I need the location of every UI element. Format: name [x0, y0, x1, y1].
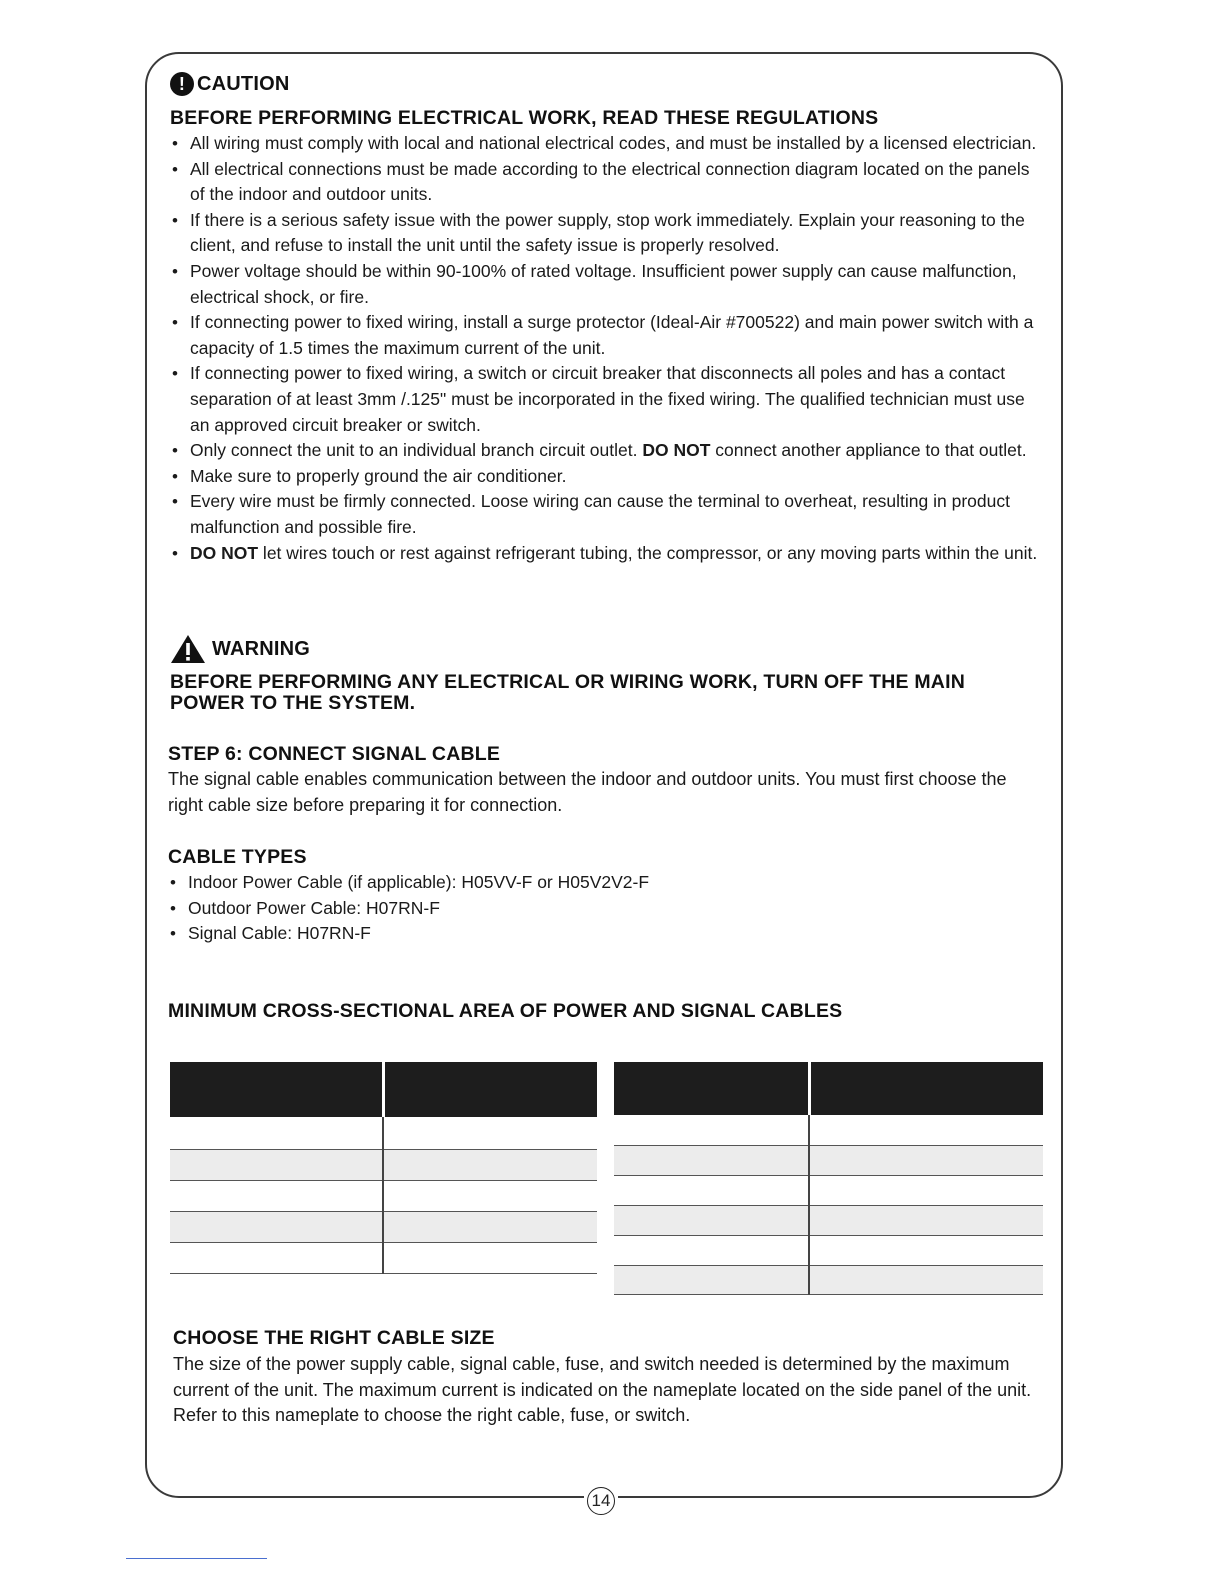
- caution-list-item-text: DO NOT let wires touch or rest against refrigerant tubing, the compressor, or any moving parts within the unit.: [190, 542, 1038, 563]
- step6-text: The signal cable enables communication between the indoor and outdoor units. You must first choose the right cable size before preparing it for connection.: [168, 769, 1007, 815]
- left-table-header-cell: [383, 1062, 597, 1117]
- warning-triangle-icon: [170, 634, 206, 664]
- cable-types-list: [168, 870, 868, 947]
- choose-heading: CHOOSE THE RIGHT CABLE SIZE: [173, 1327, 495, 1349]
- cable-types-heading: CABLE TYPES: [168, 846, 307, 868]
- left-table-row: [170, 1242, 597, 1273]
- page-number-badge: [584, 1484, 618, 1518]
- footer-link-underline[interactable]: [126, 1558, 267, 1559]
- left-table-row: [170, 1149, 597, 1180]
- left-table-header-cell: [170, 1062, 383, 1117]
- right-table-row: [614, 1235, 1043, 1265]
- warning-header: [170, 634, 310, 664]
- right-table-row: [614, 1265, 1043, 1294]
- left-table-row: [170, 1211, 597, 1242]
- page-number: 14: [587, 1487, 615, 1515]
- caution-list-item: • All wiring must comply with local and national electrical codes, and must be installed by a licensed electrician.: [170, 131, 1042, 157]
- min-area-heading: MINIMUM CROSS-SECTIONAL AREA OF POWER AND SIGNAL CABLES: [168, 1000, 843, 1022]
- right-table-row: [614, 1115, 1043, 1145]
- cable-type-item: • Outdoor Power Cable: H07RN-F: [168, 896, 868, 922]
- caution-list-item: [170, 438, 1042, 464]
- caution-list-item: [170, 541, 1042, 567]
- caution-list-item: • All electrical connections must be made according to the electrical connection diagram located on the panels of the indoor and outdoor units.: [170, 157, 1042, 208]
- right-table-header-cell: [614, 1062, 809, 1115]
- right-table-header-cell: [809, 1062, 1043, 1115]
- choose-text: The size of the power supply cable, signal cable, fuse, and switch needed is determined by the maximum current of the unit. The maximum current is indicated on the nameplate located on the side panel of the unit. Refer to this nameplate to choose the right cable, fuse, or switch.: [173, 1354, 1032, 1426]
- caution-list: [170, 131, 1042, 566]
- right-cable-table: [614, 1062, 1043, 1295]
- caution-list-item: • Every wire must be firmly connected. Loose wiring can cause the terminal to overheat, resulting in product malfunction and possible fire.: [170, 489, 1042, 540]
- do-not-emphasis: DO NOT: [190, 542, 259, 563]
- cable-type-item: • Signal Cable: H07RN-F: [168, 921, 868, 947]
- cable-type-item: • Indoor Power Cable (if applicable): H05VV-F or H05V2V2-F: [168, 870, 868, 896]
- left-table-row: [170, 1180, 597, 1211]
- caution-header: [170, 72, 290, 96]
- right-table-row: [614, 1205, 1043, 1235]
- step6-heading: STEP 6: CONNECT SIGNAL CABLE: [168, 743, 501, 765]
- caution-list-item: • Make sure to properly ground the air conditioner.: [170, 464, 1042, 490]
- caution-list-item: • If connecting power to fixed wiring, a switch or circuit breaker that disconnects all poles and has a contact separation of at least 3mm /.125" must be incorporated in the fixed wiring. The qualified technician must use an approved circuit breaker or switch.: [170, 361, 1042, 438]
- exclamation-icon: !: [170, 72, 194, 96]
- caution-list-item: • Power voltage should be within 90-100% of rated voltage. Insufficient power supply can cause malfunction, electrical shock, or fire.: [170, 259, 1042, 310]
- right-table-header-row: [614, 1062, 1043, 1115]
- left-cable-table: [170, 1062, 597, 1274]
- caution-heading: BEFORE PERFORMING ELECTRICAL WORK, READ THESE REGULATIONS: [170, 107, 879, 129]
- caution-list-item: • If connecting power to fixed wiring, install a surge protector (Ideal-Air #700522) and main power switch with a capacity of 1.5 times the maximum current of the unit.: [170, 310, 1042, 361]
- caution-list-item: • If there is a serious safety issue with the power supply, stop work immediately. Explain your reasoning to the client, and refuse to install the unit until the safety issue is properly resolved.: [170, 208, 1042, 259]
- left-table-row: [170, 1117, 597, 1149]
- right-table-row: [614, 1175, 1043, 1205]
- warning-heading: BEFORE PERFORMING ANY ELECTRICAL OR WIRING WORK, TURN OFF THE MAIN POWER TO THE SYSTEM.: [170, 671, 965, 714]
- left-table-header-row: [170, 1062, 597, 1117]
- warning-title: WARNING: [212, 637, 311, 660]
- caution-title: CAUTION: [197, 72, 290, 95]
- right-table-row: [614, 1145, 1043, 1175]
- caution-list-item-text: Only connect the unit to an individual branch circuit outlet. DO NOT connect another appliance to that outlet.: [190, 440, 1027, 461]
- do-not-emphasis: DO NOT: [642, 440, 711, 461]
